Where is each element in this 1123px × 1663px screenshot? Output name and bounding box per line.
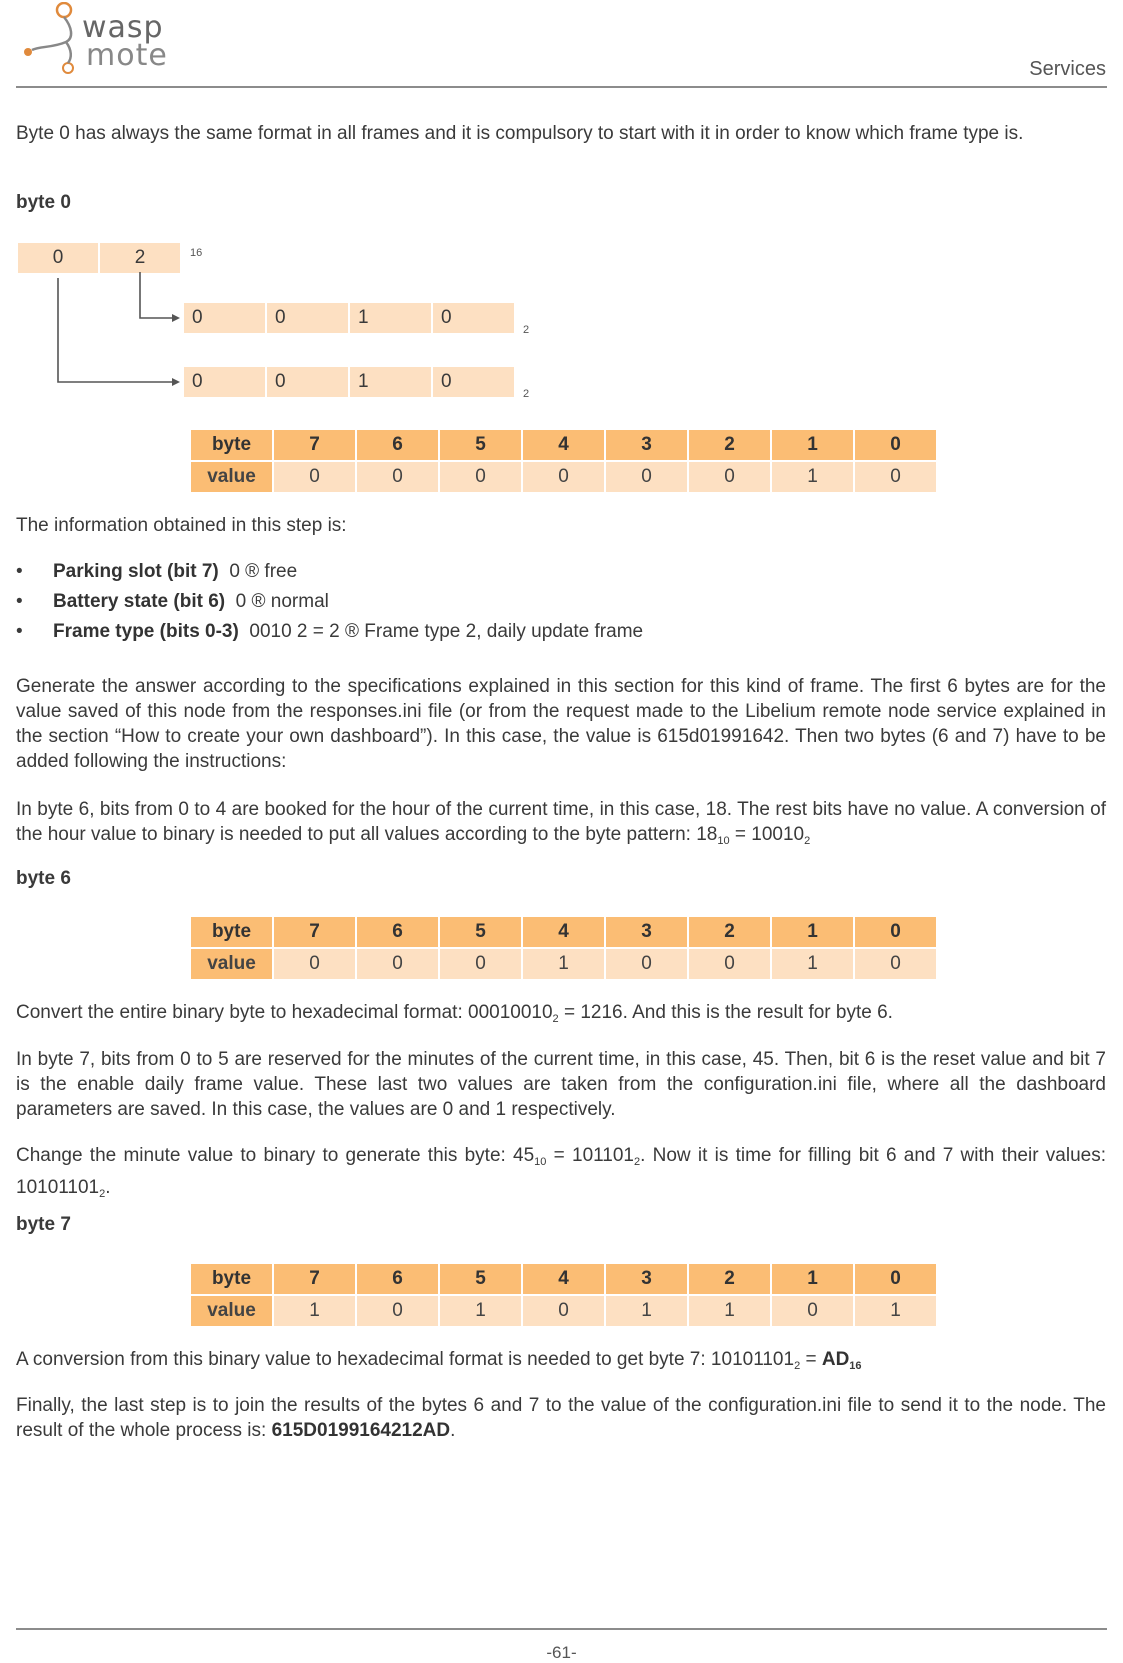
byte6-paragraph bbox=[16, 797, 1106, 854]
row-label: value bbox=[191, 949, 272, 979]
byte7-heading: byte 7 bbox=[16, 1214, 71, 1235]
bin-base-label: 2 bbox=[523, 324, 530, 336]
byte7-paragraph: In byte 7, bits from 0 to 5 are reserved for the minutes of the current time, in this case, 45. Then, bit 6 is the reset value and bit 7 is the enable daily frame value. These last two values are taken from the configuration.ini file, where all the dashboard parameters are saved. In this case, the values are 0 and 1 respectively. bbox=[16, 1049, 1106, 1120]
logo-text-mote: mote bbox=[86, 38, 168, 73]
bit-index-cell: 3 bbox=[606, 1264, 687, 1294]
conversion7-paragraph bbox=[16, 1347, 1106, 1379]
subscript: 2 bbox=[794, 1360, 801, 1372]
bit-index-cell: 6 bbox=[357, 430, 438, 460]
nibble-bit-cell: 0 bbox=[184, 303, 265, 333]
bit-value-cell: 1 bbox=[606, 1296, 687, 1326]
logo-text-wasp: wasp bbox=[82, 10, 164, 45]
bit-value-cell: 0 bbox=[440, 462, 521, 492]
bit-value-cell: 1 bbox=[274, 1296, 355, 1326]
bit-value-cell: 1 bbox=[772, 949, 853, 979]
footer-divider bbox=[16, 1628, 1107, 1630]
subscript: 10 bbox=[717, 835, 730, 847]
nibble-bit-cell: 1 bbox=[350, 303, 431, 333]
arrow-low-nibble bbox=[140, 272, 172, 318]
bit-value-cell: 0 bbox=[606, 462, 687, 492]
row-label: value bbox=[191, 1296, 272, 1326]
bit-value-cell: 0 bbox=[689, 462, 770, 492]
bit-index-cell: 5 bbox=[440, 917, 521, 947]
bit-index-cell: 3 bbox=[606, 917, 687, 947]
subscript: 2 bbox=[99, 1188, 106, 1200]
nibble-bit-cell: 1 bbox=[350, 367, 431, 397]
bit-index-cell: 5 bbox=[440, 1264, 521, 1294]
subscript: 10 bbox=[534, 1156, 547, 1168]
bit-value-cell: 0 bbox=[855, 462, 936, 492]
bullet: • bbox=[16, 621, 23, 642]
bit-index-cell: 0 bbox=[855, 1264, 936, 1294]
bit-index-cell: 1 bbox=[772, 917, 853, 947]
bit-index-cell: 0 bbox=[855, 917, 936, 947]
byte0-bit-table bbox=[189, 428, 938, 494]
bit-index-cell: 3 bbox=[606, 430, 687, 460]
item-text: 0 ® normal bbox=[235, 591, 329, 612]
byte6-bit-table bbox=[189, 915, 938, 981]
bit-value-row bbox=[191, 949, 936, 979]
nibble-arrows bbox=[0, 270, 190, 390]
bit-value-cell: 0 bbox=[357, 1296, 438, 1326]
info-lead: The information obtained in this step is: bbox=[16, 515, 347, 536]
row-label: byte bbox=[191, 430, 272, 460]
bit-value-cell: 0 bbox=[274, 949, 355, 979]
final-result: 615D0199164212AD bbox=[271, 1420, 451, 1441]
text-run: . bbox=[450, 1420, 456, 1441]
row-label: byte bbox=[191, 1264, 272, 1294]
item-label: Battery state (bit 6) bbox=[53, 591, 226, 612]
text-run: Finally, the last step is to join the results of the bytes 6 and 7 to the value of the configuration.ini file to send it to the node. The result of the whole process is: bbox=[16, 1395, 1106, 1441]
byte6-heading: byte 6 bbox=[16, 868, 71, 889]
bit-value-cell: 0 bbox=[357, 949, 438, 979]
row-label: byte bbox=[191, 917, 272, 947]
bit-index-cell: 4 bbox=[523, 430, 604, 460]
bit-index-cell: 2 bbox=[689, 917, 770, 947]
bit-index-cell: 5 bbox=[440, 430, 521, 460]
bit-value-cell: 0 bbox=[523, 1296, 604, 1326]
text-run: . bbox=[105, 1177, 111, 1198]
intro-paragraph: Byte 0 has always the same format in all frames and it is compulsory to start with it in order to know which frame type is. bbox=[16, 123, 1024, 144]
bullet: • bbox=[16, 591, 23, 612]
text-run: . Now it is time for filling bit 6 and 7 with their values: 10101101 bbox=[16, 1145, 1106, 1198]
bit-value-cell: 1 bbox=[440, 1296, 521, 1326]
text-run: = 10010 bbox=[729, 824, 805, 845]
generate-paragraph: Generate the answer according to the specifications explained in this section for this kind of frame. The first 6 bytes are for the value saved of this node from the responses.ini file (or from the request made to the Libelium remote node service explained in the section “How to create your own dashboard”). In this case, the value is 615d01991642. Then two bytes (6 and 7) have to be added following the instructions: bbox=[16, 676, 1106, 772]
convert6-paragraph bbox=[16, 1000, 1106, 1032]
bit-index-cell: 6 bbox=[357, 917, 438, 947]
bit-value-cell: 0 bbox=[357, 462, 438, 492]
bit-value-cell: 1 bbox=[523, 949, 604, 979]
bit-value-cell: 0 bbox=[855, 949, 936, 979]
hex-digit-cell: 2 bbox=[100, 243, 180, 273]
bit-value-cell: 1 bbox=[772, 462, 853, 492]
bit-index-cell: 6 bbox=[357, 1264, 438, 1294]
item-text: 0 ® free bbox=[229, 561, 298, 582]
bit-index-cell: 7 bbox=[274, 1264, 355, 1294]
bit-value-cell: 0 bbox=[440, 949, 521, 979]
subscript: 2 bbox=[552, 1013, 559, 1025]
bit-index-cell: 2 bbox=[689, 430, 770, 460]
nibble-bit-cell: 0 bbox=[433, 367, 514, 397]
text-run: Change the minute value to binary to generate this byte: 45 bbox=[16, 1145, 535, 1166]
arrowhead bbox=[172, 314, 180, 322]
bit-index-cell: 1 bbox=[772, 430, 853, 460]
page-number: -61- bbox=[546, 1643, 577, 1662]
bit-value-cell: 0 bbox=[689, 949, 770, 979]
bit-index-cell: 4 bbox=[523, 1264, 604, 1294]
nibble-bit-cell: 0 bbox=[184, 367, 265, 397]
bin-base-label: 2 bbox=[523, 388, 530, 400]
row-label: value bbox=[191, 462, 272, 492]
hex-base-label: 16 bbox=[190, 247, 203, 259]
byte0-heading: byte 0 bbox=[16, 192, 71, 213]
bit-value-row bbox=[191, 1296, 936, 1326]
nibble-bit-cell: 0 bbox=[267, 367, 348, 397]
bit-index-cell: 0 bbox=[855, 430, 936, 460]
bit-index-row bbox=[191, 917, 936, 947]
subscript: 2 bbox=[634, 1156, 641, 1168]
subscript: 2 bbox=[804, 835, 811, 847]
bit-value-cell: 0 bbox=[523, 462, 604, 492]
bit-index-cell: 2 bbox=[689, 1264, 770, 1294]
hex-digit-cell: 0 bbox=[18, 243, 98, 273]
bit-value-cell: 0 bbox=[606, 949, 687, 979]
text-run: In byte 6, bits from 0 to 4 are booked for the hour of the current time, in this case, 18. The rest bits have no value. A conversion of the hour value to binary is needed to put all values according to the byte pattern: 18 bbox=[16, 799, 1106, 845]
bit-value-cell: 0 bbox=[274, 462, 355, 492]
text-run: = 1216. And this is the result for byte 6. bbox=[558, 1002, 893, 1023]
bit-index-row bbox=[191, 430, 936, 460]
nibble-bit-cell: 0 bbox=[433, 303, 514, 333]
bit-value-cell: 1 bbox=[855, 1296, 936, 1326]
bit-value-row bbox=[191, 462, 936, 492]
change-paragraph bbox=[16, 1143, 1106, 1207]
wasp-mote-logo bbox=[16, 2, 186, 82]
bit-index-cell: 7 bbox=[274, 917, 355, 947]
bit-index-cell: 4 bbox=[523, 917, 604, 947]
nibble-bit-cell: 0 bbox=[267, 303, 348, 333]
item-label: Frame type (bits 0-3) bbox=[53, 621, 239, 642]
bit-value-cell: 0 bbox=[772, 1296, 853, 1326]
final-paragraph bbox=[16, 1393, 1106, 1443]
text-run: = bbox=[800, 1349, 822, 1370]
item-text: 0010 2 = 2 ® Frame type 2, daily update frame bbox=[249, 621, 644, 642]
text-run: Convert the entire binary byte to hexadecimal format: 00010010 bbox=[16, 1002, 553, 1023]
header-divider bbox=[16, 86, 1107, 88]
item-label: Parking slot (bit 7) bbox=[53, 561, 219, 582]
subscript: 16 bbox=[849, 1360, 862, 1372]
bit-index-row bbox=[191, 1264, 936, 1294]
section-title: Services bbox=[1029, 58, 1106, 80]
arrow-high-nibble bbox=[58, 278, 172, 382]
bit-index-cell: 1 bbox=[772, 1264, 853, 1294]
byte7-bit-table bbox=[189, 1262, 938, 1328]
hex-result: AD bbox=[821, 1349, 850, 1370]
bit-index-cell: 7 bbox=[274, 430, 355, 460]
arrowhead bbox=[172, 378, 180, 386]
bullet: • bbox=[16, 561, 23, 582]
bit-value-cell: 1 bbox=[689, 1296, 770, 1326]
text-run: A conversion from this binary value to hexadecimal format is needed to get byte 7: 10101101 bbox=[16, 1349, 795, 1370]
text-run: = 101101 bbox=[546, 1145, 634, 1166]
